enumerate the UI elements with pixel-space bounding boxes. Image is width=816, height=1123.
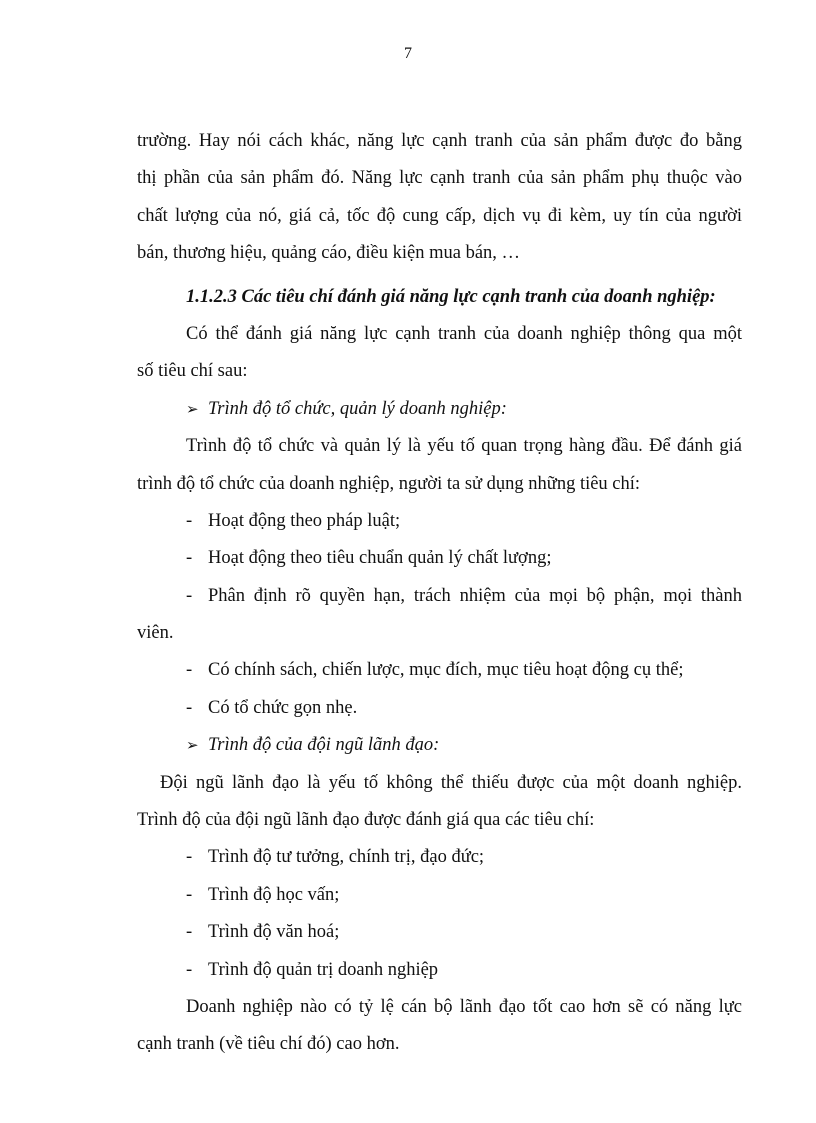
list-item [137,503,742,540]
paragraph-line: trình độ tổ chức của doanh nghiệp, người ta sử dụng những tiêu chí: [137,473,641,494]
list-item-text: Trình độ quản trị doanh nghiệp [208,959,439,980]
paragraph-line: Có thể đánh giá năng lực cạnh tranh của doanh nghiệp thông qua một [186,323,742,344]
dash-icon: - [186,660,193,681]
paragraph-line: bán, thương hiệu, quảng cáo, điều kiện mua bán, … [137,243,521,264]
bullet-item [137,391,742,428]
dash-icon: - [186,585,193,606]
list-item [137,877,742,914]
list-item-continuation: viên. [137,623,174,644]
bullet-label: Trình độ tổ chức, quản lý doanh nghiệp: [208,398,507,419]
list-item [137,540,742,577]
dash-icon: - [186,548,193,569]
paragraph-line: Doanh nghiệp nào có tỷ lệ cán bộ lãnh đạo tốt cao hơn sẽ có năng lực [186,996,742,1017]
list-item-text: Trình độ tư tưởng, chính trị, đạo đức; [208,847,485,868]
list-item-text: Trình độ học vấn; [208,884,340,905]
dash-icon: - [186,959,193,980]
list-item [137,914,742,951]
list-item [137,952,742,989]
list-item [137,839,742,876]
paragraph-line: trường. Hay nói cách khác, năng lực cạnh tranh của sản phẩm được đo bằng [137,131,742,151]
paragraph-line: số tiêu chí sau: [137,361,248,382]
dash-icon: - [186,510,193,531]
list-item [137,578,742,615]
section-heading: 1.1.2.3 Các tiêu chí đánh giá năng lực cạnh tranh của doanh nghiệp: [186,286,716,307]
paragraph-line: chất lượng của nó, giá cả, tốc độ cung cấp, dịch vụ đi kèm, uy tín của người [137,205,742,226]
list-item [137,652,742,689]
paragraph-line: thị phần của sản phẩm đó. Năng lực cạnh tranh của sản phẩm phụ thuộc vào [137,168,742,189]
paragraph-line: Trình độ tổ chức và quản lý là yếu tố quan trọng hàng đầu. Để đánh giá [186,436,742,457]
list-item [137,690,742,727]
list-item-text: Hoạt động theo tiêu chuẩn quản lý chất lượng; [208,548,552,569]
list-item-text: Hoạt động theo pháp luật; [208,510,401,531]
list-item-text: Có chính sách, chiến lược, mục đích, mục tiêu hoạt động cụ thể; [208,660,684,681]
paragraph-line: cạnh tranh (về tiêu chí đó) cao hơn. [137,1034,400,1055]
dash-icon: - [186,884,193,905]
list-item-text: Có tổ chức gọn nhẹ. [208,697,358,718]
page-number: 7 [404,45,412,62]
list-item-text: Phân định rõ quyền hạn, trách nhiệm của mọi bộ phận, mọi thành [208,585,742,606]
dash-icon: - [186,847,193,868]
bullet-item [137,727,742,764]
paragraph-line: Đội ngũ lãnh đạo là yếu tố không thể thiếu được của một doanh nghiệp. [160,772,742,793]
arrow-bullet-icon: ➢ [186,401,199,418]
dash-icon: - [186,697,193,718]
paragraph-line: Trình độ của đội ngũ lãnh đạo được đánh giá qua các tiêu chí: [137,810,595,831]
document-body [137,123,742,1064]
dash-icon: - [186,922,193,943]
list-item-text: Trình độ văn hoá; [208,922,340,943]
bullet-label: Trình độ của đội ngũ lãnh đạo: [208,735,440,756]
arrow-bullet-icon: ➢ [186,738,199,755]
